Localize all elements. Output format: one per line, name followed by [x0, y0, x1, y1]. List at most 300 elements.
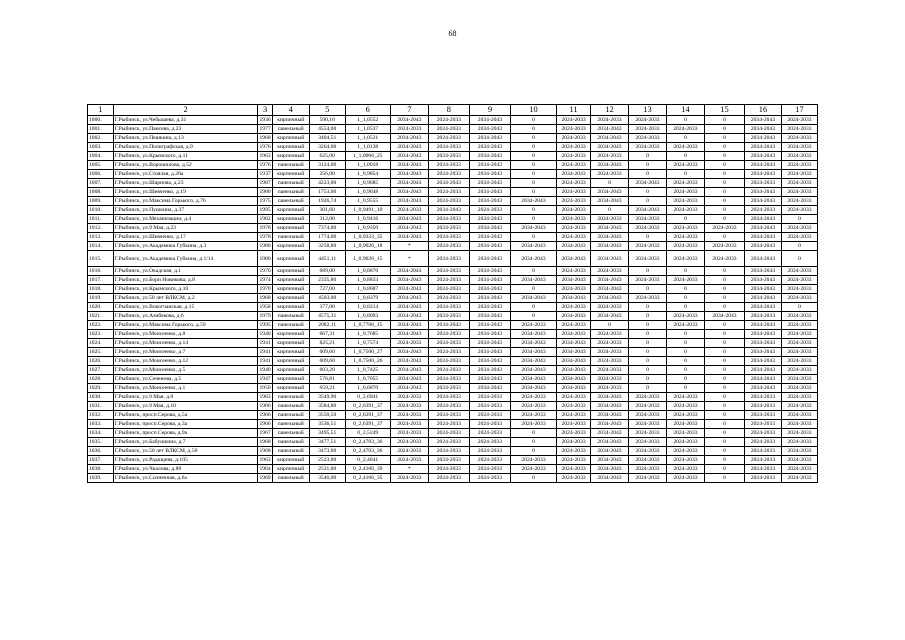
table-cell: 2024-2033 — [744, 393, 781, 402]
table-cell: 1005. — [88, 161, 114, 170]
table-cell: панельный — [272, 125, 309, 134]
table-cell: 4554,00 — [309, 125, 345, 134]
table-cell: кирпичный — [272, 285, 309, 294]
column-number-cell: 16 — [744, 105, 781, 116]
table-cell: 2024-2033 — [666, 393, 704, 402]
table-cell: 2034-2043 — [428, 179, 469, 188]
table-cell: 2034-2043 — [628, 179, 666, 188]
table-cell: 0 — [704, 116, 744, 125]
table-cell: 0 — [591, 179, 629, 188]
address-cell: Г.Рыбинск, ул.Азибекова, д.6 — [113, 312, 258, 321]
table-cell: 0 — [510, 285, 556, 294]
table-cell: 2034-2043 — [591, 447, 629, 456]
table-row — [88, 188, 818, 197]
table-cell: 1_0,7574 — [345, 339, 390, 348]
table-cell: 2024-2033 — [428, 267, 469, 276]
table-cell: 2034-2043 — [557, 384, 591, 393]
table-cell: 0 — [628, 170, 666, 179]
table-cell: 0 — [666, 330, 704, 339]
table-row — [88, 197, 818, 206]
table-cell: 0 — [666, 339, 704, 348]
table-row — [88, 420, 818, 429]
table-cell: 2335,80 — [309, 276, 345, 285]
table-cell: 2024-2033 — [781, 402, 817, 411]
table-cell: 0 — [628, 384, 666, 393]
table-cell: 2034-2043 — [591, 456, 629, 465]
table-cell: 2034-2043 — [510, 294, 556, 303]
table-cell: 2034-2043 — [469, 215, 510, 224]
table-row — [88, 456, 818, 465]
table-cell: кирпичный — [272, 276, 309, 285]
table-cell: 2024-2033 — [557, 233, 591, 242]
table-cell: 1969 — [259, 475, 271, 481]
table-cell: 2034-2043 — [591, 188, 629, 197]
table-cell: 312,00 — [309, 215, 345, 224]
table-row — [88, 330, 818, 339]
table-cell: 2034-2043 — [469, 339, 510, 348]
table-cell: 2034-2043 — [510, 224, 556, 233]
address-cell: Г.Рыбинск, ул.Моисеенко, д.1 — [113, 384, 258, 393]
table-cell: 2034-2043 — [557, 348, 591, 357]
table-cell: кирпичный — [272, 170, 309, 179]
table-cell: 2024-2033 — [666, 233, 704, 242]
table-cell: 2034-2043 — [744, 143, 781, 152]
table-cell: 2034-2043 — [390, 285, 428, 294]
table-cell: 2024-2033 — [428, 170, 469, 179]
table-cell: 0 — [628, 348, 666, 357]
table-cell: 2024-2033 — [628, 294, 666, 303]
table-cell: 2034-2043 — [469, 267, 510, 276]
table-cell: 2024-2033 — [666, 242, 704, 251]
table-cell: кирпичный — [272, 366, 309, 375]
table-cell: 0 — [781, 303, 817, 312]
table-cell: 2034-2043 — [469, 312, 510, 321]
table-cell: 2024-2033 — [591, 152, 629, 161]
table-cell: 0 — [628, 357, 666, 366]
table-cell: 2024-2033 — [428, 393, 469, 402]
table-cell: 2024-2033 — [469, 474, 510, 483]
table-cell: 2034-2043 — [628, 206, 666, 215]
address-cell: Г.Рыбинск, ул.Шевченко, д.19 — [113, 188, 258, 197]
table-cell: 2024-2033 — [557, 321, 591, 330]
address-cell: Г.Рыбинск, ул.Максима Горького, д.59 — [113, 321, 258, 330]
table-cell: 2082,11 — [309, 321, 345, 330]
table-cell: 2034-2043 — [744, 233, 781, 242]
table-row — [88, 384, 818, 393]
table-cell: 2024-2033 — [428, 215, 469, 224]
table-cell: 2024-2033 — [390, 125, 428, 134]
address-cell: Г.Рыбинск, ул.Бори Новикова, д.8 — [113, 276, 258, 285]
table-cell: 2034-2043 — [390, 357, 428, 366]
table-cell: 2024-2033 — [510, 420, 556, 429]
table-cell: 2024-2033 — [628, 411, 666, 420]
table-cell: 0 — [591, 206, 629, 215]
table-cell: 2024-2033 — [557, 224, 591, 233]
table-cell: 1968 — [259, 439, 271, 445]
table-cell: 2034-2043 — [510, 384, 556, 393]
table-cell: 2034-2043 — [390, 134, 428, 143]
table-cell: 2024-2033 — [557, 447, 591, 456]
table-cell: 2034-2043 — [390, 303, 428, 312]
table-row — [88, 242, 818, 251]
table-cell: 2034-2043 — [591, 420, 629, 429]
table-cell: 2024-2033 — [781, 321, 817, 330]
table-cell: 0_2,4703_36 — [345, 447, 390, 456]
table-cell: 2024-2033 — [428, 161, 469, 170]
table-cell: 0 — [704, 197, 744, 206]
table-cell: 2024-2033 — [628, 465, 666, 474]
table-cell: 1_0,9416 — [345, 215, 390, 224]
table-cell: 2024-2033 — [557, 420, 591, 429]
table-cell: 2024-2033 — [744, 456, 781, 465]
table-cell: 2024-2033 — [781, 188, 817, 197]
table-row — [88, 285, 818, 294]
table-cell: панельный — [272, 161, 309, 170]
table-cell: 2024-2033 — [591, 348, 629, 357]
table-cell: 2024-2033 — [557, 125, 591, 134]
table-cell: 2034-2043 — [390, 294, 428, 303]
table-cell: 2024-2033 — [591, 267, 629, 276]
table-cell: 2024-2033 — [781, 438, 817, 447]
table-cell: 2034-2043 — [704, 312, 744, 321]
column-number-cell: 5 — [309, 105, 345, 116]
table-cell: 2034-2043 — [510, 357, 556, 366]
table-cell: панельный — [272, 420, 309, 429]
table-cell: 1037. — [88, 456, 114, 465]
table-cell: 2024-2033 — [428, 152, 469, 161]
table-cell: 1017. — [88, 276, 114, 285]
table-cell: 1753,00 — [309, 188, 345, 197]
table-cell: 2024-2033 — [591, 170, 629, 179]
table-cell: 0 — [628, 375, 666, 384]
table-cell: 3473,00 — [309, 447, 345, 456]
table-cell: * — [390, 465, 428, 474]
table-cell: панельный — [272, 447, 309, 456]
table-cell: 0 — [704, 179, 744, 188]
table-cell: 2024-2033 — [428, 143, 469, 152]
table-cell: 2034-2043 — [591, 285, 629, 294]
table-row — [88, 402, 818, 411]
table-cell: 0 — [704, 285, 744, 294]
table-cell: 2024-2033 — [781, 267, 817, 276]
table-cell: 2024-2033 — [428, 447, 469, 456]
address-cell: Г.Рыбинск, ул.9 Мая, д.23 — [113, 224, 258, 233]
table-cell: 2531,00 — [309, 465, 345, 474]
column-number-cell: 2 — [113, 105, 258, 116]
table-cell: 2024-2033 — [666, 438, 704, 447]
table-cell: 2034-2043 — [469, 152, 510, 161]
table-cell: 2034-2043 — [390, 197, 428, 206]
table-cell: 2024-2033 — [390, 206, 428, 215]
table-cell: 2024-2033 — [666, 321, 704, 330]
table-cell: 0 — [704, 339, 744, 348]
column-number-cell: 9 — [469, 105, 510, 116]
table-cell: 2024-2033 — [628, 134, 666, 143]
table-cell: 0 — [781, 251, 817, 267]
table-cell: 2024-2033 — [628, 420, 666, 429]
table-cell: 0 — [628, 188, 666, 197]
table-cell: 1_0,9854 — [345, 170, 390, 179]
table-cell: 1020. — [88, 303, 114, 312]
table-cell: 2034-2043 — [744, 384, 781, 393]
table-cell: 2034-2043 — [744, 170, 781, 179]
address-cell: Г.Рыбинск, ул.Шевченко, д.17 — [113, 233, 258, 242]
table-cell: 2024-2033 — [666, 474, 704, 483]
table-cell: 2034-2043 — [469, 348, 510, 357]
table-cell: 2034-2043 — [744, 197, 781, 206]
table-cell: 1_1,0018 — [345, 161, 390, 170]
table-cell: 1000. — [88, 116, 114, 125]
address-cell: Г.Рыбинск, ул.Солнечная, д.6а — [113, 474, 258, 483]
table-cell: 2024-2033 — [390, 411, 428, 420]
table-cell: 0 — [704, 447, 744, 456]
table-cell: 3404,51 — [309, 134, 345, 143]
table-cell: 1966 — [259, 412, 271, 418]
table-cell: 0 — [666, 152, 704, 161]
table-cell: 2034-2043 — [557, 339, 591, 348]
table-cell: 1_0,9555 — [345, 197, 390, 206]
table-cell: 2034-2043 — [510, 375, 556, 384]
table-cell: 3550,50 — [309, 411, 345, 420]
table-cell: 2024-2033 — [744, 206, 781, 215]
table-cell: 1_1,0537 — [345, 125, 390, 134]
table-cell: 2024-2033 — [390, 420, 428, 429]
table-cell: 2024-2033 — [781, 330, 817, 339]
table-cell: 2024-2033 — [390, 393, 428, 402]
table-cell: 2024-2033 — [781, 447, 817, 456]
table-cell: 2034-2043 — [469, 188, 510, 197]
table-cell: 1_0,9685 — [345, 179, 390, 188]
table-cell: 1941 — [259, 358, 271, 364]
table-cell: 2034-2043 — [510, 242, 556, 251]
table-cell: 2024-2033 — [666, 161, 704, 170]
table-cell: 256,00 — [309, 170, 345, 179]
address-cell: Г.Рыбинск, ул.9 Мая, д.8 — [113, 393, 258, 402]
table-cell: 2024-2033 — [390, 447, 428, 456]
address-cell: Г.Рыбинск, ул.Моисеенко, д.14 — [113, 339, 258, 348]
table-cell: 1_0,9333_35 — [345, 233, 390, 242]
table-row — [88, 116, 818, 125]
table-cell: 2024-2033 — [428, 276, 469, 285]
table-cell: 2024-2033 — [744, 312, 781, 321]
table-cell: 2034-2043 — [469, 179, 510, 188]
table-cell: 0 — [510, 303, 556, 312]
table-cell: 2024-2033 — [628, 402, 666, 411]
table-cell: 2024-2033 — [510, 393, 556, 402]
table-cell: 1003. — [88, 143, 114, 152]
table-cell: 2024-2033 — [557, 161, 591, 170]
table-cell: 2024-2033 — [591, 366, 629, 375]
table-cell: 1009. — [88, 197, 114, 206]
table-cell: панельный — [272, 321, 309, 330]
table-cell: 2034-2043 — [469, 170, 510, 179]
table-cell: 2034-2043 — [591, 465, 629, 474]
table-cell: 2024-2033 — [469, 456, 510, 465]
table-cell: 2034-2043 — [510, 251, 556, 267]
address-cell: Г.Рыбинск, ул.50 лет ВЛКСМ, д.50 — [113, 447, 258, 456]
table-cell: 2024-2033 — [704, 242, 744, 251]
table-row — [88, 375, 818, 384]
table-cell: 0 — [704, 143, 744, 152]
table-cell: 2034-2043 — [390, 116, 428, 125]
table-cell: 1950 — [259, 385, 271, 391]
table-cell: 2024-2033 — [781, 411, 817, 420]
table-row — [88, 303, 818, 312]
table-cell: 0 — [704, 125, 744, 134]
table-cell: 1038. — [88, 465, 114, 474]
table-cell: 2034-2043 — [469, 224, 510, 233]
table-cell: 2024-2033 — [428, 188, 469, 197]
table-cell: 1967 — [259, 430, 271, 436]
page-number: 68 — [448, 29, 457, 38]
table-cell: 2024-2033 — [390, 429, 428, 438]
table-cell: кирпичный — [272, 294, 309, 303]
table-cell: 2034-2043 — [390, 321, 428, 330]
table-cell: 1_0,7685 — [345, 330, 390, 339]
table-cell: 1941 — [259, 349, 271, 355]
table-cell: 2034-2043 — [510, 276, 556, 285]
table-cell: 1995 — [259, 322, 271, 328]
table-cell: 1024. — [88, 339, 114, 348]
address-cell: Г.Рыбинск, ул.Крымского, д.10 — [113, 285, 258, 294]
table-cell: кирпичный — [272, 357, 309, 366]
table-cell: кирпичный — [272, 267, 309, 276]
table-cell: 2024-2033 — [744, 402, 781, 411]
table-cell: 2024-2033 — [781, 384, 817, 393]
table-cell: 0 — [704, 206, 744, 215]
table-row — [88, 170, 818, 179]
table-cell: 2034-2043 — [390, 161, 428, 170]
table-cell: 2034-2043 — [591, 143, 629, 152]
table-cell: 1012. — [88, 224, 114, 233]
table-cell: 1028. — [88, 375, 114, 384]
table-cell: панельный — [272, 474, 309, 483]
table-cell: 2034-2043 — [510, 366, 556, 375]
table-cell: 0 — [628, 161, 666, 170]
table-row — [88, 339, 818, 348]
table-cell: 1976 — [259, 144, 271, 150]
table-cell: 1_0,7055 — [345, 375, 390, 384]
table-cell: 2034-2043 — [744, 330, 781, 339]
table-cell: 2034-2043 — [557, 330, 591, 339]
table-cell: 727,00 — [309, 285, 345, 294]
table-cell: 2024-2033 — [628, 429, 666, 438]
table-cell: 0 — [704, 170, 744, 179]
table-cell: 2024-2033 — [628, 438, 666, 447]
table-cell: 2024-2033 — [557, 402, 591, 411]
table-cell: 3536,51 — [309, 420, 345, 429]
table-cell: 2024-2033 — [428, 465, 469, 474]
table-cell: 0 — [704, 134, 744, 143]
table-cell: 2024-2033 — [428, 357, 469, 366]
table-cell: 2024-2033 — [781, 366, 817, 375]
table-cell: 2024-2033 — [666, 411, 704, 420]
table-cell: 1963 — [259, 153, 271, 159]
table-cell: 0 — [666, 134, 704, 143]
table-cell: 0 — [510, 438, 556, 447]
table-cell: 2034-2043 — [390, 330, 428, 339]
table-cell: 2024-2033 — [781, 179, 817, 188]
table-cell: 1980 — [259, 189, 271, 195]
address-cell: Г.Рыбинск, ул.Бабушкина, д.7 — [113, 438, 258, 447]
table-cell: 2024-2033 — [591, 303, 629, 312]
table-cell: 0 — [666, 285, 704, 294]
table-cell: 2024-2033 — [428, 224, 469, 233]
table-cell: 0 — [510, 267, 556, 276]
table-cell: 2024-2033 — [781, 233, 817, 242]
column-number-cell: 12 — [591, 105, 629, 116]
table-cell: 2034-2043 — [591, 224, 629, 233]
table-cell: 0 — [628, 366, 666, 375]
table-cell: 0 — [704, 267, 744, 276]
table-cell: 2034-2043 — [390, 366, 428, 375]
table-cell: 2024-2033 — [666, 276, 704, 285]
table-cell: 2034-2043 — [744, 116, 781, 125]
table-cell: 2024-2033 — [557, 303, 591, 312]
address-cell: Г.Рыбинск, просп.Серова, д.5а — [113, 411, 258, 420]
table-cell: 2024-2033 — [557, 456, 591, 465]
table-cell: 0 — [666, 384, 704, 393]
table-cell: 2024-2033 — [781, 465, 817, 474]
table-cell: 0 — [510, 429, 556, 438]
table-cell: кирпичный — [272, 348, 309, 357]
table-cell: 2024-2033 — [428, 456, 469, 465]
table-cell: 2034-2043 — [744, 375, 781, 384]
table-cell: 2034-2043 — [591, 251, 629, 267]
table-cell: 2024-2033 — [557, 465, 591, 474]
table-cell: 2024-2033 — [628, 224, 666, 233]
table-cell: 0_2,4166_35 — [345, 474, 390, 483]
table-cell: 0 — [704, 233, 744, 242]
table-cell: 0 — [510, 215, 556, 224]
address-cell: Г.Рыбинск, ул.9 Мая, д.10 — [113, 402, 258, 411]
table-cell: 1008. — [88, 188, 114, 197]
table-cell: 2024-2033 — [428, 330, 469, 339]
table-cell: 2024-2033 — [557, 134, 591, 143]
table-cell: 0 — [510, 125, 556, 134]
table-cell: 2034-2043 — [591, 161, 629, 170]
table-cell: 609,60 — [309, 348, 345, 357]
address-cell: Г.Рыбинск, ул.Моисеенко, д.5 — [113, 366, 258, 375]
table-cell: 2024-2033 — [557, 116, 591, 125]
table-cell: 2034-2043 — [744, 267, 781, 276]
table-cell: 2024-2033 — [428, 312, 469, 321]
table-cell: 0 — [666, 366, 704, 375]
table-cell: 689,00 — [309, 267, 345, 276]
table-cell: 2034-2043 — [469, 143, 510, 152]
table-cell: 2024-2033 — [428, 294, 469, 303]
table-cell: 3546,00 — [309, 474, 345, 483]
table-cell: 2024-2033 — [628, 276, 666, 285]
table-row — [88, 206, 818, 215]
table-cell: 2034-2043 — [744, 348, 781, 357]
table-cell: 2034-2043 — [591, 197, 629, 206]
address-cell: Г.Рыбинск, ул.Окадская, д.1 — [113, 267, 258, 276]
table-cell: 2024-2033 — [744, 411, 781, 420]
table-cell: 2034-2043 — [744, 224, 781, 233]
table-cell: 0 — [704, 375, 744, 384]
table-cell: 2024-2033 — [428, 384, 469, 393]
address-cell: Г.Рыбинск, ул.Чебышева, д.31 — [113, 116, 258, 125]
table-row — [88, 267, 818, 276]
table-cell: 1_0,8214 — [345, 303, 390, 312]
table-cell: кирпичный — [272, 456, 309, 465]
table-cell: 0 — [510, 143, 556, 152]
table-cell: 2034-2043 — [744, 188, 781, 197]
table-cell: 2024-2033 — [781, 134, 817, 143]
table-cell: 0_2,6391_37 — [345, 420, 390, 429]
address-cell: Г.Рыбинск, ул.Ворошилова, д.52 — [113, 161, 258, 170]
